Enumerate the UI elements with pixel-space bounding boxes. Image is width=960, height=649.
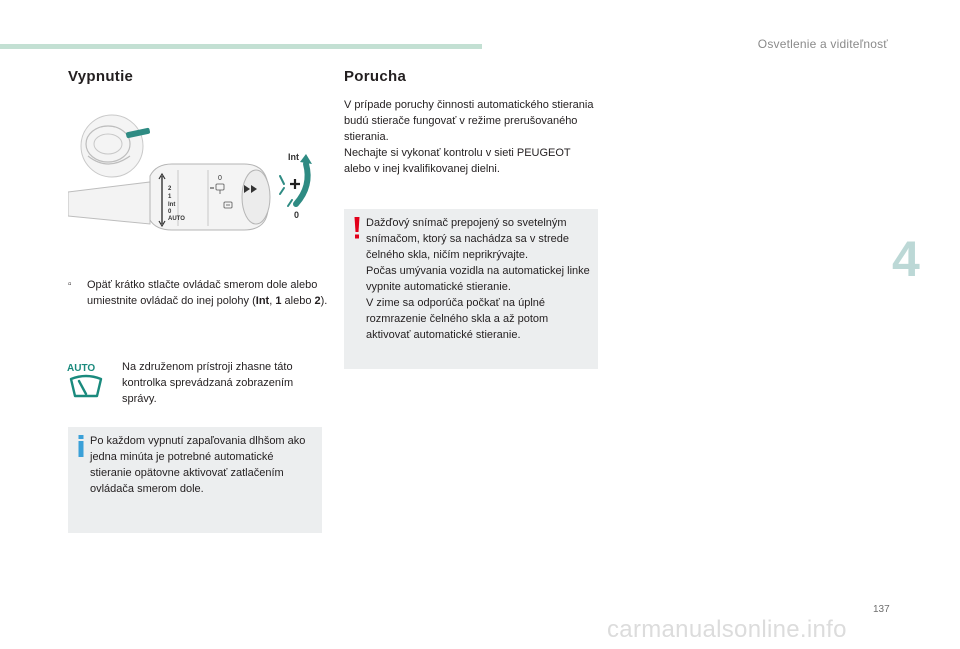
auto-label: AUTO: [67, 363, 96, 374]
info-icon: [77, 435, 85, 457]
warning-line-1: Dažďový snímač prepojený so svetelným snímačom, ktorý sa nachádza sa v strede čelného skla, ničím neprikrývajte.: [366, 217, 569, 261]
instruction-text: Opäť krátko stlačte ovládač smerom dole alebo umiestnite ovládač do inej polohy (Int, 1 alebo 2).: [87, 279, 328, 307]
header-accent-bar: [0, 44, 482, 49]
info-note-text: Po každom vypnutí zapaľovania dlhšom ako jedna minúta je potrebné automatické stieranie opätovne aktivovať zatlačením ovládača smerom dole.: [90, 435, 306, 495]
steering-wheel-inset: [81, 115, 150, 177]
ring-label-auto: AUTO: [168, 216, 185, 222]
position-label-zero: 0: [294, 210, 300, 220]
page-number: 137: [873, 604, 890, 615]
warning-note-text: [366, 215, 592, 343]
ring-label-0: 0: [168, 209, 172, 215]
ring-label-2: 2: [168, 186, 172, 192]
auto-wiper-indicator-icon: [66, 362, 106, 400]
instruction-bullet: [68, 277, 330, 309]
porucha-paragraph-1: V prípade poruchy činnosti automatického stierania budú stierače fungovať v režime prerušovaného stierania.: [344, 99, 594, 143]
auto-indicator-description: Na združenom prístroji zhasne táto kontrolka sprevádzaná zobrazením správy.: [122, 361, 294, 405]
info-note-box: [68, 427, 322, 533]
position-label-int: Int: [288, 152, 299, 162]
warning-icon: [353, 217, 361, 239]
heading-vypnutie: Vypnutie: [68, 68, 134, 85]
svg-text:0: 0: [218, 175, 222, 182]
ring-label-1: 1: [168, 194, 172, 200]
ring-label-int: Int: [168, 202, 176, 208]
warning-line-3: V zime sa odporúča počkať na úplné rozmrazenie čelného skla a až potom aktivovať automatické stieranie.: [366, 297, 549, 341]
watermark: carmanualsonline.info: [607, 616, 847, 643]
chapter-title: Osvetlenie a viditeľnosť: [757, 37, 888, 51]
chapter-number: 4: [892, 231, 920, 287]
plus-icon: [290, 179, 300, 189]
wiper-stalk-illustration: [68, 112, 325, 240]
bullet-marker-icon: ▫: [68, 279, 72, 290]
warning-line-2: Počas umývania vozidla na automatickej linke vypnite automatické stieranie.: [366, 265, 590, 293]
porucha-paragraph-2: Nechajte si vykonať kontrolu v sieti PEUGEOT alebo v inej kvalifikovanej dielni.: [344, 147, 571, 175]
heading-porucha: Porucha: [344, 68, 407, 85]
warning-note-box: [344, 209, 598, 369]
